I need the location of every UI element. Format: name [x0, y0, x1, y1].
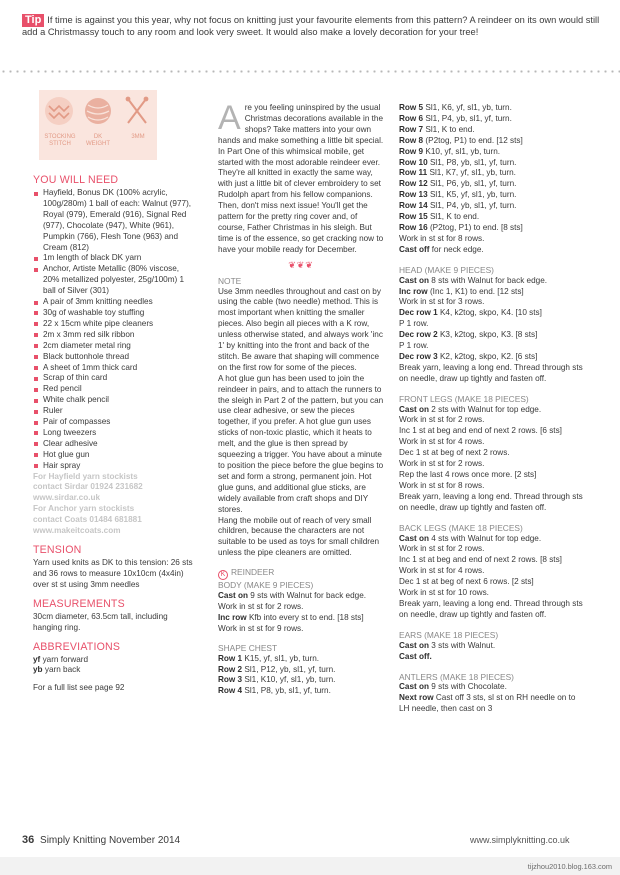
instruction-line — [218, 686, 384, 697]
left-column — [33, 90, 195, 694]
instruction-line — [399, 276, 585, 287]
tension-title: TENSION — [33, 544, 82, 556]
instruction-line — [399, 588, 585, 599]
stockist-line[interactable]: www.sirdar.co.uk — [33, 493, 101, 503]
head-title: HEAD (MAKE 9 PIECES) — [399, 264, 494, 275]
instruction-text: Kfb into every st to end. [18 sts] — [246, 612, 364, 622]
antlers-instructions — [399, 682, 585, 715]
instruction-text: Cast off 3 sts, sl st on RH needle on to LH needle, then cast on 3 — [399, 693, 576, 714]
instruction-label: Inc row — [218, 612, 247, 622]
instruction-line — [218, 613, 384, 624]
instruction-line — [399, 415, 585, 426]
instruction-label: Inc row — [399, 286, 428, 296]
instruction-line — [399, 426, 585, 437]
stockist-line: For Hayfield yarn stockists — [33, 471, 138, 481]
instruction-label: Row 13 — [399, 190, 428, 200]
instruction-text: for neck edge. — [429, 244, 484, 254]
instruction-line — [399, 363, 585, 385]
abbreviations-footer: For a full list see page 92 — [33, 683, 125, 693]
front-legs-instructions — [399, 405, 585, 514]
ornament-divider: ❦❦❦ — [288, 259, 314, 270]
instruction-text: K3, k2tog, skpo, K3. [8 sts] — [437, 330, 538, 340]
instruction-text: Break yarn, leaving a long end. Thread through sts on needle, draw up tightly and fasten off. — [399, 598, 583, 619]
instruction-text: Work in st st for 8 rows. — [399, 233, 485, 243]
head-instructions — [399, 276, 585, 385]
materials-list-item: A pair of 3mm knitting needles — [33, 297, 195, 308]
instruction-line — [399, 470, 585, 481]
intro-text: re you feeling uninspired by the usual Christmas decorations available in the shops? Take matters into your own hands and make something a little bit special. In Part One of this whimsical mobile, get started with the most adorable reindeer ever. They're all knitted in exactly the same way, with just a little bit of clever embroidery to set Rudolph apart from his fellow companions. Then, don't miss next issue! You'll get the pattern for the pretty ring cover and, of course, Father Christmas in his sleigh. But time is of the essence, so get cracking now to have your mobile ready for December. — [218, 103, 384, 254]
note-paragraph: Use 3mm needles throughout and cast on by using the cable (two needle) method. This is most important when knitting the smaller pieces. Also begin all pieces with a K row, unless otherwise stated, and always work 'inc 1' by knitting into the front and back of the stitch. Be aware that shaping will commence on the first row for some of the pieces. — [218, 286, 383, 372]
instruction-text: (Inc 1, K1) to end. [12 sts] — [427, 286, 524, 296]
instruction-text: Work in st st for 3 rows. — [399, 297, 485, 307]
instruction-text: 4 sts with Walnut for top edge. — [429, 533, 542, 543]
materials-list-item: Long tweezers — [33, 428, 195, 439]
instruction-line — [399, 481, 585, 492]
instruction-line — [399, 297, 585, 308]
instruction-text: Sl1, P4, yb, sl1, yf, turn. — [427, 201, 517, 211]
instruction-text: Sl1, K10, yf, sl1, yb, turn. — [242, 675, 336, 685]
shape-chest-title: SHAPE CHEST — [218, 642, 278, 653]
instruction-text: Sl1, K5, yf, sl1, yb, turn. — [427, 190, 517, 200]
abbreviation-term: yf — [33, 654, 41, 664]
tip-box — [22, 14, 607, 39]
reindeer-heading — [218, 567, 384, 580]
instruction-line — [399, 147, 585, 158]
instruction-line — [399, 341, 585, 352]
measurements-title: MEASUREMENTS — [33, 597, 125, 610]
instruction-line — [399, 682, 585, 693]
antlers-title: ANTLERS (MAKE 18 PIECES) — [399, 671, 514, 682]
instruction-label: Cast off — [399, 244, 430, 254]
knit-badge-icon: K — [218, 570, 228, 580]
instruction-line — [399, 459, 585, 470]
instruction-text: Rep the last 4 rows once more. [2 sts] — [399, 470, 537, 479]
instruction-label: Row 8 — [399, 135, 424, 145]
instruction-text: Work in st st for 2 rows. — [399, 544, 485, 554]
instruction-text: K15, yf, sl1, yb, turn. — [242, 653, 320, 663]
instruction-line — [399, 330, 585, 341]
tip-text: If time is against you this year, why not focus on knitting just your favourite elements from this pattern? A reindeer on its own would still add a Christmassy touch to any room and look very sweet. It would also make a lovely decoration for your tree! — [22, 15, 600, 37]
instruction-line — [399, 245, 585, 256]
note-paragraph: A hot glue gun has been used to join the reindeer in pairs, and to attach the runners to the sleigh in Part 2 of the pattern, but you can use clear adhesive, or sew the pieces together, if you prefer. A hot glue gun uses sticks of non-toxic plastic, which it heats to melt, and the glue is then spread by squeezing a trigger. You have about a minute to position the piece before the glue begins to set and form a strong, permanent join. Hot glue guns, and additional glue sticks, are widely available from craft shops and DIY stores. — [218, 373, 384, 514]
instruction-label: Dec row 2 — [399, 330, 438, 340]
instruction-label: Row 2 — [218, 664, 243, 674]
instruction-line — [399, 179, 585, 190]
materials-list-item: Clear adhesive — [33, 439, 195, 450]
instruction-text: Sl1, P12, yb, sl1, yf, turn. — [242, 664, 336, 674]
materials-list-item: Hair spray — [33, 461, 195, 472]
materials-list-item: 1m length of black DK yarn — [33, 253, 195, 264]
instruction-text: Work in st st for 2 rows. — [399, 459, 485, 469]
instruction-label: Dec row 3 — [399, 351, 438, 361]
icons-background — [39, 90, 157, 160]
abbreviation-term: yb — [33, 665, 43, 675]
instruction-line — [399, 437, 585, 448]
materials-list — [33, 188, 195, 472]
instruction-text: Break yarn, leaving a long end. Thread through sts on needle, draw up tightly and fasten off. — [399, 362, 583, 383]
instruction-label: Cast on — [399, 404, 430, 414]
instruction-line — [399, 693, 585, 715]
instruction-line — [399, 114, 585, 125]
instruction-line — [399, 577, 585, 588]
instruction-line — [399, 103, 585, 114]
instruction-line — [399, 641, 585, 652]
instruction-text: Inc 1 st at beg and end of next 2 rows. [6 sts] — [399, 426, 562, 436]
materials-list-item: 2cm diameter metal ring — [33, 341, 195, 352]
instruction-label: Cast off. — [399, 651, 432, 661]
dk-weight-icon — [85, 98, 111, 124]
abbreviation-meaning: yarn back — [44, 665, 81, 675]
instruction-text: 8 sts with Walnut for back edge. — [429, 275, 548, 285]
instruction-line — [399, 652, 585, 663]
materials-list-item: Black buttonhole thread — [33, 352, 195, 363]
instruction-line — [399, 555, 585, 566]
instruction-label: Cast on — [399, 275, 430, 285]
instruction-line — [399, 492, 585, 514]
note-paragraph: Hang the mobile out of reach of very small children, because the characters are not suitable to be used as toys for small children unless the pipe cleaners are omitted. — [218, 515, 380, 558]
instruction-text: 2 sts with Walnut for top edge. — [429, 404, 542, 414]
materials-list-item: Pair of compasses — [33, 417, 195, 428]
instruction-text: Work in st st for 2 rows. — [399, 415, 485, 425]
materials-list-item: Anchor, Artiste Metallic (80% viscose, 20% metallized polyester, 25g/100m) 1 ball of Silver (301) — [33, 264, 195, 297]
instruction-text: Sl1, P8, yb, sl1, yf, turn. — [242, 686, 331, 696]
instruction-line — [399, 136, 585, 147]
you-will-need-title: YOU WILL NEED — [33, 174, 119, 186]
instruction-text: (P2tog, P1) to end. [8 sts] — [427, 222, 523, 232]
instruction-text: Work in st st for 2 rows. — [218, 601, 304, 611]
instruction-line — [399, 308, 585, 319]
measurements-text: 30cm diameter, 63.5cm tall, including hanging ring. — [33, 611, 168, 632]
instruction-line — [399, 190, 585, 201]
stocking-stitch-label: STOCKING STITCH — [44, 134, 76, 147]
instruction-text: (P2tog, P1) to end. [12 sts] — [423, 135, 523, 145]
middle-column — [218, 99, 384, 697]
instruction-label: Dec row 1 — [399, 308, 438, 318]
instruction-text: 9 sts with Walnut for back edge. — [248, 591, 367, 601]
instruction-label: Row 12 — [399, 179, 428, 189]
materials-list-item: A sheet of 1mm thick card — [33, 363, 195, 374]
stockist-line: contact Coats 01484 681881 — [33, 515, 142, 525]
instruction-label: Row 1 — [218, 653, 243, 663]
instruction-label: Row 6 — [399, 113, 424, 123]
instruction-text: Sl1, P6, yb, sl1, yf, turn. — [427, 179, 517, 189]
instruction-line — [399, 201, 585, 212]
instruction-text: Break yarn, leaving a long end. Thread through sts on needle, draw up tightly and fasten off. — [399, 491, 583, 512]
tip-badge: Tip — [22, 14, 44, 27]
instruction-text: K10, yf, sl1, yb, turn. — [423, 146, 501, 156]
pattern-info-icons — [39, 90, 157, 160]
instruction-label: Cast on — [218, 591, 249, 601]
stockist-line: For Anchor yarn stockists — [33, 504, 135, 514]
instruction-line — [218, 602, 384, 613]
instruction-label: Row 14 — [399, 201, 428, 211]
materials-list-item: Hayfield, Bonus DK (100% acrylic, 100g/280m) 1 ball of each: Walnut (977), Royal (979), Emerald (916), Signal Red (977), Chocolate (947), White (961), Pumpkin (766), Flesh Tone (963) and Cream (812) — [33, 188, 195, 253]
instruction-text: Work in st st for 8 rows. — [399, 480, 485, 490]
materials-list-item: Hot glue gun — [33, 450, 195, 461]
instruction-line — [218, 591, 384, 602]
materials-list-item: Red pencil — [33, 384, 195, 395]
back-legs-instructions — [399, 534, 585, 621]
instruction-text: Work in st st for 4 rows. — [399, 437, 485, 447]
instruction-line — [218, 665, 384, 676]
instruction-label: Row 9 — [399, 146, 424, 156]
body-rows-continued — [399, 103, 585, 256]
instruction-text: K4, k2tog, skpo, K4. [10 sts] — [437, 308, 542, 318]
instruction-text: Work in st st for 9 rows. — [218, 623, 304, 633]
instruction-line — [218, 675, 384, 686]
instruction-text: 9 sts with Chocolate. — [429, 682, 507, 692]
instruction-text: Work in st st for 4 rows. — [399, 566, 485, 576]
instruction-line — [399, 566, 585, 577]
instruction-text: Sl1, K to end. — [423, 124, 475, 134]
materials-list-item: Ruler — [33, 406, 195, 417]
instruction-line — [399, 599, 585, 621]
page-footer — [22, 834, 180, 846]
instruction-label: Row 5 — [399, 103, 424, 112]
dk-weight-label: DK WEIGHT — [86, 134, 110, 147]
abbreviation-row — [33, 665, 195, 676]
instruction-line — [218, 624, 384, 635]
instruction-line — [399, 212, 585, 223]
body-instructions — [218, 591, 384, 635]
instruction-text: K2, k2tog, skpo, K2. [6 sts] — [437, 351, 538, 361]
stockist-line: contact Sirdar 01924 231682 — [33, 482, 143, 492]
instruction-text: Dec 1 st at beg of next 6 rows. [2 sts] — [399, 577, 534, 587]
instruction-label: Row 16 — [399, 222, 428, 232]
materials-list-item: White chalk pencil — [33, 395, 195, 406]
materials-list-item: Scrap of thin card — [33, 373, 195, 384]
shape-chest-instructions — [218, 654, 384, 698]
instruction-line — [399, 234, 585, 245]
instruction-label: Row 10 — [399, 157, 428, 167]
right-column — [399, 103, 585, 715]
ears-instructions — [399, 641, 585, 663]
tension-text: Yarn used knits as DK to this tension: 26 sts and 36 rows to measure 10x10cm (4x4in) over st st using 3mm needles — [33, 558, 193, 589]
instruction-line — [399, 319, 585, 330]
abbreviations-title: ABBREVIATIONS — [33, 640, 121, 653]
materials-list-item: 22 x 15cm white pipe cleaners — [33, 319, 195, 330]
materials-list-item: 30g of washable toy stuffing — [33, 308, 195, 319]
instruction-line — [399, 223, 585, 234]
front-legs-title: FRONT LEGS (MAKE 18 PIECES) — [399, 393, 529, 404]
instruction-text: Sl1, K7, yf, sl1, yb, turn. — [427, 168, 516, 178]
instruction-line — [399, 168, 585, 179]
intro-paragraph — [218, 99, 384, 256]
dotted-divider — [0, 70, 620, 73]
instruction-text: Sl1, P4, yb, sl1, yf, turn. — [423, 113, 512, 123]
instruction-text: Sl1, K6, yf, sl1, yb, turn. — [423, 103, 512, 112]
instruction-line — [399, 534, 585, 545]
stocking-stitch-icon — [45, 97, 73, 125]
materials-list-item: 2m x 3mm red silk ribbon — [33, 330, 195, 341]
instruction-text: Dec 1 st at beg of next 2 rows. — [399, 448, 510, 458]
instruction-text: P 1 row. — [399, 341, 429, 351]
instruction-line — [218, 654, 384, 665]
instruction-label: Row 7 — [399, 124, 424, 134]
instruction-text: Sl1, P8, yb, sl1, yf, turn. — [427, 157, 517, 167]
needle-size-label: 3MM — [131, 134, 145, 140]
instruction-label: Cast on — [399, 682, 430, 692]
body-title: BODY (MAKE 9 PIECES) — [218, 580, 314, 591]
instruction-label: Row 15 — [399, 212, 428, 222]
instruction-text: Sl1, K to end. — [427, 212, 480, 222]
instruction-line — [399, 544, 585, 555]
instruction-text: Work in st st for 10 rows. — [399, 588, 489, 598]
stockists-block — [33, 472, 195, 537]
note-title: NOTE — [218, 275, 242, 286]
instruction-label: Row 4 — [218, 686, 243, 696]
instruction-label: Cast on — [399, 533, 430, 543]
instruction-line — [399, 287, 585, 298]
publication-name: Simply Knitting November 2014 — [40, 835, 181, 846]
instruction-label: Row 11 — [399, 168, 428, 178]
reindeer-title: REINDEER — [231, 567, 275, 578]
website-link[interactable]: www.simplyknitting.co.uk — [470, 835, 570, 845]
back-legs-title: BACK LEGS (MAKE 18 PIECES) — [399, 522, 523, 533]
instruction-text: Inc 1 st at beg and end of next 2 rows. [8 sts] — [399, 555, 562, 565]
instruction-label: Cast on — [399, 640, 430, 650]
instruction-label: Next row — [399, 693, 434, 703]
stockist-line[interactable]: www.makeitcoats.com — [33, 526, 121, 536]
instruction-text: P 1 row. — [399, 319, 429, 329]
abbreviation-row — [33, 655, 195, 666]
instruction-text: 3 sts with Walnut. — [429, 640, 496, 650]
abbreviation-meaning: yarn forward — [42, 654, 89, 664]
ears-title: EARS (MAKE 18 PIECES) — [399, 629, 499, 640]
instruction-line — [399, 352, 585, 363]
watermark: tijzhou2010.blog.163.com — [527, 862, 612, 871]
instruction-line — [399, 125, 585, 136]
instruction-line — [399, 158, 585, 169]
instruction-line — [399, 405, 585, 416]
instruction-line — [399, 448, 585, 459]
page-number: 36 — [22, 834, 35, 846]
instruction-label: Row 3 — [218, 675, 243, 685]
drop-cap: A — [218, 99, 241, 137]
